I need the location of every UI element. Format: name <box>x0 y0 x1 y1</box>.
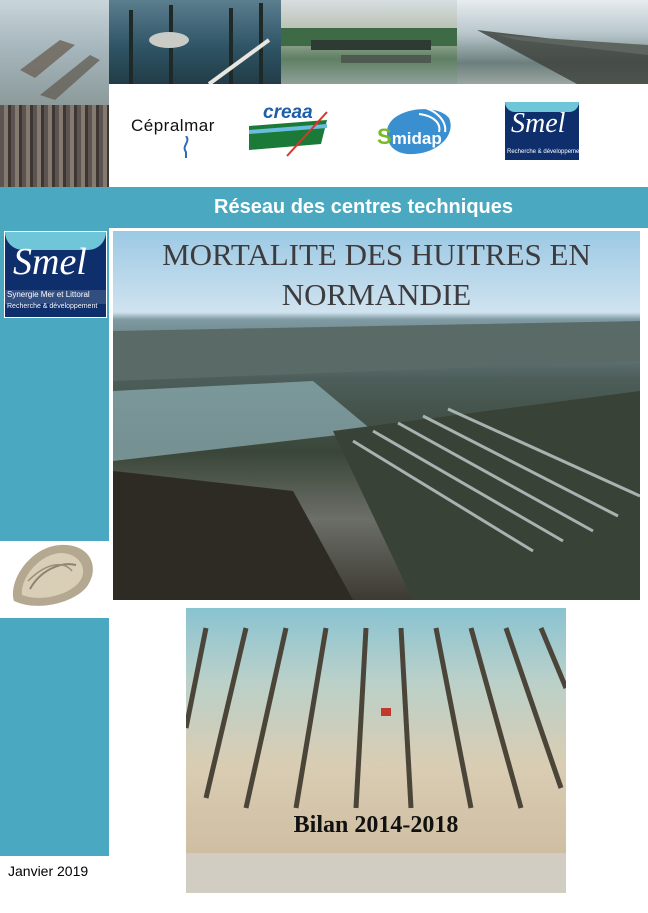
creaa-label: creaa <box>263 102 313 123</box>
banner-text: Réseau des centres techniques <box>214 196 514 218</box>
oyster-farm-photo-2 <box>109 0 281 84</box>
oyster-icon <box>0 541 109 618</box>
partner-logos <box>109 84 648 187</box>
oyster-tables-scene <box>186 608 566 893</box>
smel-side-logo <box>4 231 107 318</box>
oyster-farm-photo-1 <box>0 0 109 105</box>
title-line-1: MORTALITE DES HUITRES EN <box>162 237 591 272</box>
oyster-tables-photo <box>186 608 566 893</box>
smel-logo-top <box>505 102 585 160</box>
oyster-bags-photo <box>0 105 109 187</box>
smidap-logo <box>377 102 455 158</box>
wave-icon <box>181 136 191 158</box>
oyster-farm-photo-3 <box>281 0 457 84</box>
smidap-label: Smidap <box>377 124 442 149</box>
title-line-2: NORMANDIE <box>281 277 472 312</box>
aerial-oyster-beds-photo <box>113 231 640 600</box>
publication-date: Janvier 2019 <box>8 863 89 879</box>
network-banner <box>109 187 648 228</box>
smel-side-line1: Synergie Mer et Littoral <box>7 290 90 299</box>
smel-side-line2: Recherche & développement <box>7 303 98 310</box>
oyster-shell-image <box>0 541 109 618</box>
side-band-bottom <box>0 618 109 856</box>
cepralmar-label: Cépralmar <box>131 116 215 135</box>
creaa-logo <box>247 102 331 160</box>
report-subtitle: Bilan 2014-2018 <box>293 812 459 838</box>
smel-side-name: Smel <box>13 241 87 283</box>
smel-top-label: Smel <box>511 108 566 139</box>
cepralmar-logo <box>131 116 215 136</box>
smel-top-tagline: Recherche & développement <box>507 149 585 155</box>
oyster-farm-photo-4 <box>457 0 648 84</box>
